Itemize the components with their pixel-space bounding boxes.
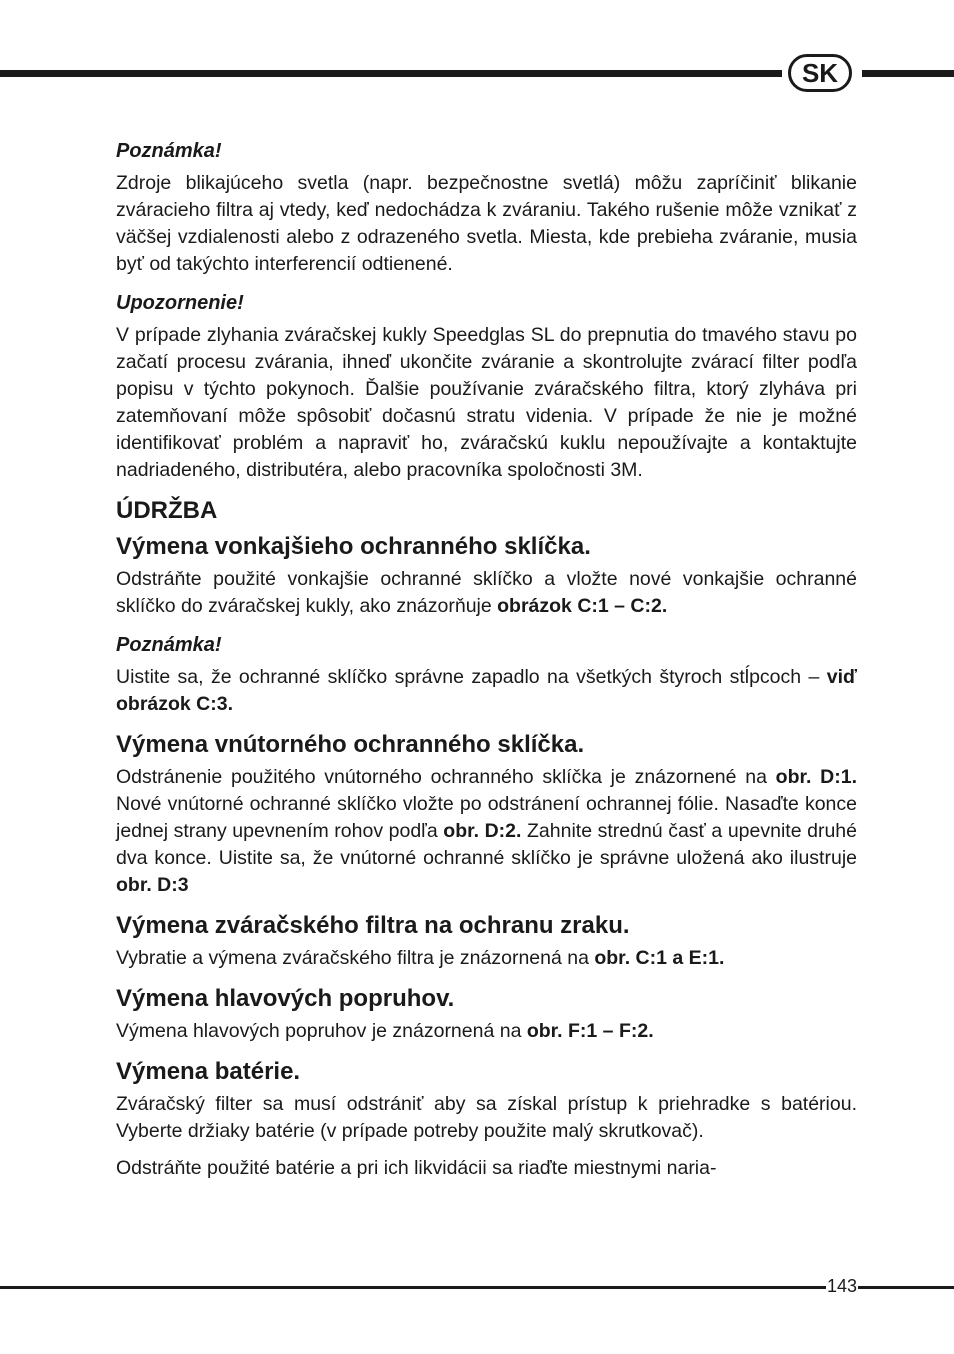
note-heading: Poznámka! (116, 140, 222, 162)
inner-lens-paragraph: Odstránenie použitého vnútorného ochranného sklíčka je znázornené na obr. D:1. Nové vnútorné ochranné sklíčko vložte po odstránení ochrannej fólie. Nasaďte konce jednej strany upevnením rohov podľa obr. D:2. Zahnite strednú časť a upevnite druhé dva konce. Uistite sa, že vnútorné ochranné sklíčko je správne uložená ako ilustruje obr. D:3 (116, 766, 858, 896)
note-heading-2: Poznámka! (116, 634, 222, 656)
note-paragraph-2: Uistite sa, že ochranné sklíčko správne zapadlo na všetkých štyroch stĺpcoch – viď obrázok C:3. (116, 666, 857, 715)
footer-rule-left (0, 1286, 826, 1289)
battery-paragraph-1: Zváračský filter sa musí odstrániť aby sa získal prístup k priehradke s batériou. Vyberte držiaky batérie (v prípade potreby použite malý skrutkovač). (116, 1093, 857, 1142)
filter-paragraph: Vybratie a výmena zváračského filtra je znázornená na obr. C:1 a E:1. (116, 947, 725, 969)
filter-heading: Výmena zváračského filtra na ochranu zraku. (116, 912, 630, 939)
warning-paragraph: V prípade zlyhania zváračskej kukly Speedglas SL do prepnutia do tmavého stavu po začatí procesu zvárania, ihneď ukončite zváranie a skontrolujte zvárací filter podľa popisu v týchto pokynoch. Ďalšie používanie zváračského filtra, ktorý zlyháva pri zatemňovaní môže spôsobiť dočasnú stratu videnia. V prípade že nie je možné identifikovať problém a napraviť ho, zváračskú kuklu nepoužívajte a kontaktujte nadriadeného, distributéra, alebo pracovníka spoločnosti 3M. (116, 324, 857, 481)
header-rule-left (0, 70, 782, 77)
language-badge: SK (788, 54, 852, 92)
outer-lens-heading: Výmena vonkajšieho ochranného sklíčka. (116, 533, 591, 560)
note-paragraph: Zdroje blikajúceho svetla (napr. bezpečnostne svetlá) môžu zapríčiniť blikanie zváracieho filtra aj vtedy, keď nedochádza k zváraniu. Takého rušenie môže vznikať z väčšej vzdialenosti alebo z odrazeného svetla. Miesta, kde prebieha zváranie, musia byť od takýchto interferencií odtienené. (116, 172, 857, 275)
inner-lens-heading: Výmena vnútorného ochranného sklíčka. (116, 731, 585, 758)
maintenance-heading: ÚDRŽBA (116, 497, 218, 524)
warning-heading: Upozornenie! (116, 292, 244, 314)
straps-paragraph: Výmena hlavových popruhov je znázornená na obr. F:1 – F:2. (116, 1020, 654, 1042)
battery-paragraph-2: Odstráňte použité batérie a pri ich likvidácii sa riaďte miestnymi naria- (116, 1157, 717, 1179)
page-content (116, 138, 857, 1182)
outer-lens-paragraph: Odstráňte použité vonkajšie ochranné sklíčko a vložte nové vonkajšie ochranné sklíčko do zváračskej kukly, ako znázorňuje obrázok C:1 – C:2. (116, 568, 857, 617)
straps-heading: Výmena hlavových popruhov. (116, 985, 455, 1012)
battery-heading: Výmena batérie. (116, 1058, 301, 1085)
footer-rule-right (858, 1286, 954, 1289)
page-number: 143 (826, 1276, 858, 1296)
header-rule-right (862, 70, 954, 77)
